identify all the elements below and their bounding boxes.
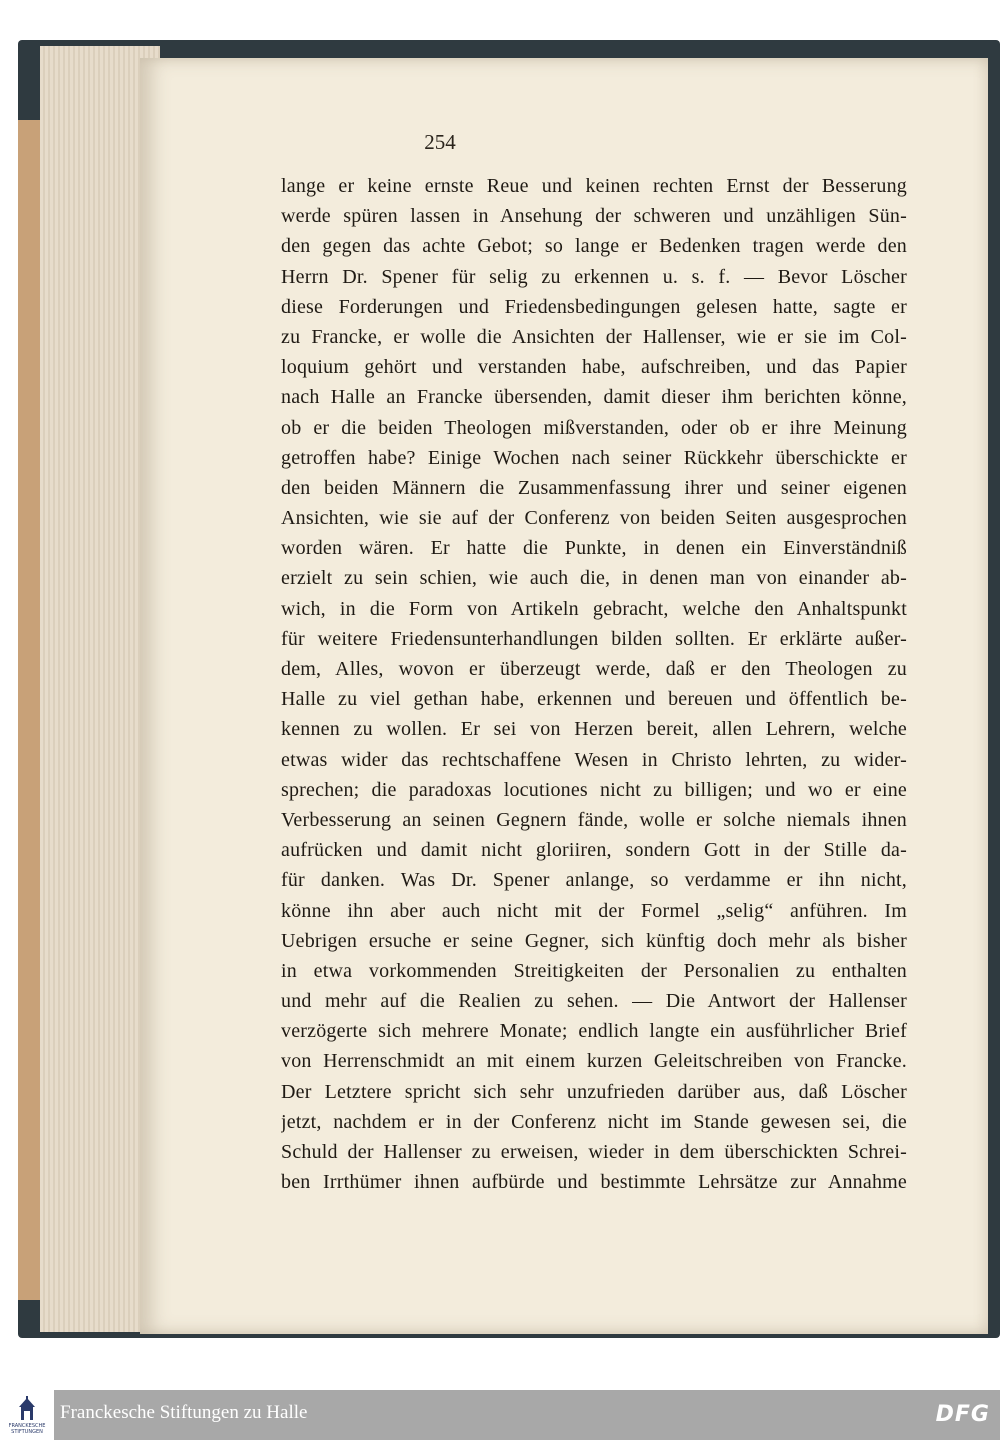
text-line: dem, Alles, wovon er überzeugt werde, daß er den Theologen zu	[281, 658, 907, 680]
text-line: ben Irrthümer ihnen aufbürde und bestimmte Lehrsätze zur Annahme	[281, 1171, 907, 1194]
text-line: nach Halle an Francke übersenden, damit dieser ihm berichten könne,	[281, 386, 907, 409]
text-line: aufrücken und damit nicht gloriiren, sondern Gott in der Stille da-	[281, 839, 907, 862]
franckesche-emblem-icon	[17, 1396, 37, 1422]
text-line: worden wären. Er hatte die Punkte, in denen ein Einverständniß	[281, 537, 907, 560]
text-line: Herrn Dr. Spener für selig zu erkennen u. s. f. — Bevor Löscher	[281, 265, 907, 288]
dfg-logo[interactable]: DFG	[935, 1402, 990, 1427]
body-text	[281, 171, 907, 1197]
text-line: loquium gehört und verstanden habe, aufschreiben, und das Papier	[281, 356, 907, 379]
institution-logo[interactable]	[0, 1390, 54, 1440]
text-line: Halle zu viel gethan habe, erkennen und bereuen und öffentlich be-	[281, 688, 907, 711]
text-line: diese Forderungen und Friedensbedingungen gelesen hatte, sagte er	[281, 295, 907, 318]
text-line: Ansichten, wie sie auf der Conferenz von beiden Seiten ausgesprochen	[281, 507, 907, 530]
text-line: getroffen habe? Einige Wochen nach seiner Rückkehr überschickte er	[281, 446, 907, 469]
text-line: etwas wider das rechtschaffene Wesen in Christo lehrten, zu wider-	[281, 748, 907, 771]
text-line: Der Letztere spricht sich sehr unzufrieden darüber aus, daß Löscher	[281, 1080, 907, 1103]
text-line: könne ihn aber auch nicht mit der Formel „selig“ anführen. Im	[281, 899, 907, 922]
text-line: jetzt, nachdem er in der Conferenz nicht im Stande gewesen sei, die	[281, 1110, 907, 1133]
text-line: ob er die beiden Theologen mißverstanden, oder ob er ihre Meinung	[281, 416, 907, 439]
institution-name[interactable]: Franckesche Stiftungen zu Halle	[60, 1402, 308, 1423]
text-line: zu Francke, er wolle die Ansichten der Hallenser, wie er sie im Col-	[281, 325, 907, 348]
text-line: Uebrigen ersuche er seine Gegner, sich künftig doch mehr als bisher	[281, 929, 907, 952]
text-line: sprechen; die paradoxas locutiones nicht zu billigen; und wo er eine	[281, 778, 907, 801]
text-line: in etwa vorkommenden Streitigkeiten der Personalien zu enthalten	[281, 959, 907, 982]
text-line: und mehr auf die Realien zu sehen. — Die Antwort der Hallenser	[281, 990, 907, 1013]
logo-caption: FRANCKESCHE STIFTUNGEN	[8, 1423, 46, 1435]
text-line: erzielt zu sein schien, wie auch die, in denen man von einander ab-	[281, 567, 907, 590]
text-line: den gegen das achte Gebot; so lange er Bedenken tragen werde den	[281, 235, 907, 258]
text-line: verzögerte sich mehrere Monate; endlich langte ein ausführlicher Brief	[281, 1020, 907, 1043]
text-line: Schuld der Hallenser zu erweisen, wieder in dem überschickten Schrei-	[281, 1141, 907, 1163]
text-line: lange er keine ernste Reue und keinen rechten Ernst der Besserung	[281, 175, 907, 197]
text-line: Verbesserung an seinen Gegnern fände, wolle er solche niemals ihnen	[281, 808, 907, 831]
text-line: den beiden Männern die Zusammenfassung ihrer und seiner eigenen	[281, 476, 907, 499]
text-line: kennen zu wollen. Er sei von Herzen bereit, allen Lehrern, welche	[281, 718, 907, 741]
text-line: wich, in die Form von Artikeln gebracht, welche den Anhaltspunkt	[281, 597, 907, 620]
text-line: von Herrenschmidt an mit einem kurzen Geleitschreiben von Francke.	[281, 1050, 907, 1073]
text-line: werde spüren lassen in Ansehung der schweren und unzähligen Sün-	[281, 205, 907, 228]
text-line: für danken. Was Dr. Spener anlange, so verdamme er ihn nicht,	[281, 869, 907, 892]
text-line: für weitere Friedensunterhandlungen bilden sollten. Er erklärte außer-	[281, 627, 907, 650]
viewer-footer	[0, 1390, 1000, 1440]
page-number: 254	[424, 130, 456, 154]
